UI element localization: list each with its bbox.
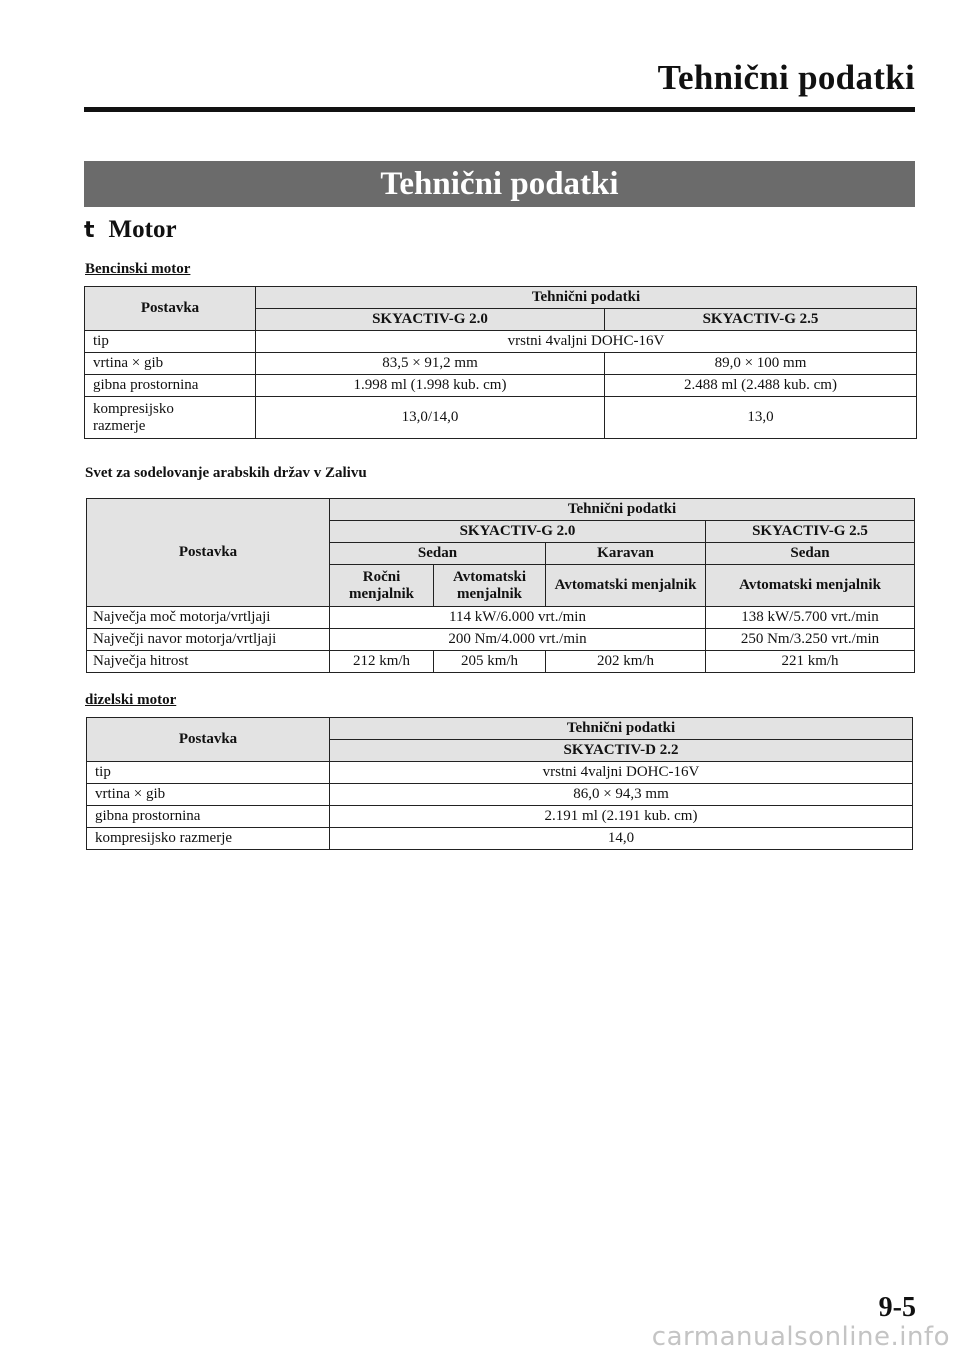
row-label: tip	[85, 331, 256, 353]
header-transmission: Avtomatski menjalnik	[434, 565, 546, 607]
row-value: 114 kW/6.000 vrt./min	[330, 607, 706, 629]
table-row	[85, 397, 917, 439]
section-title: Motor	[108, 216, 177, 243]
row-label: Največja hitrost	[87, 651, 330, 673]
row-value: 2.488 ml (2.488 kub. cm)	[605, 375, 917, 397]
header-engine: SKYACTIV-G 2.5	[706, 521, 915, 543]
section-heading	[84, 216, 177, 244]
row-label: vrtina × gib	[87, 784, 330, 806]
row-value: 200 Nm/4.000 vrt./min	[330, 629, 706, 651]
row-label: tip	[87, 762, 330, 784]
table-row	[87, 762, 913, 784]
row-value: 83,5 × 91,2 mm	[256, 353, 605, 375]
section-banner: Tehnični podatki	[84, 161, 915, 207]
header-group: Tehnični podatki	[330, 499, 915, 521]
header-group: Tehnični podatki	[330, 718, 913, 740]
table-row	[87, 784, 913, 806]
diesel-table	[86, 717, 913, 850]
header-engine: SKYACTIV-G 2.0	[330, 521, 706, 543]
row-label: kompresijsko razmerje	[87, 828, 330, 850]
row-value: 202 km/h	[546, 651, 706, 673]
row-value: 1.998 ml (1.998 kub. cm)	[256, 375, 605, 397]
page-number: 9-5	[878, 1292, 916, 1323]
table-row	[87, 828, 913, 850]
row-label: vrtina × gib	[85, 353, 256, 375]
header-transmission: Avtomatski menjalnik	[546, 565, 706, 607]
gcc-table	[86, 498, 915, 673]
row-value: 2.191 ml (2.191 kub. cm)	[330, 806, 913, 828]
header-body: Sedan	[706, 543, 915, 565]
header-engine: SKYACTIV-G 2.0	[256, 309, 605, 331]
table-row	[87, 651, 915, 673]
header-engine: SKYACTIV-D 2.2	[330, 740, 913, 762]
bullet-icon: t	[84, 217, 95, 243]
header-item: Postavka	[87, 718, 330, 762]
header-body: Karavan	[546, 543, 706, 565]
row-value: 212 km/h	[330, 651, 434, 673]
table-row	[85, 375, 917, 397]
table-row	[87, 607, 915, 629]
row-value: 89,0 × 100 mm	[605, 353, 917, 375]
petrol-caption: Bencinski motor	[85, 261, 191, 277]
header-transmission: Ročni menjalnik	[330, 565, 434, 607]
table-row	[85, 331, 917, 353]
header-item: Postavka	[87, 499, 330, 607]
running-title: Tehnični podatki	[657, 58, 915, 97]
row-value: vrstni 4valjni DOHC-16V	[256, 331, 917, 353]
header-group: Tehnični podatki	[256, 287, 917, 309]
row-value: 250 Nm/3.250 vrt./min	[706, 629, 915, 651]
petrol-table	[84, 286, 917, 439]
row-label: gibna prostornina	[87, 806, 330, 828]
gcc-caption: Svet za sodelovanje arabskih držav v Zalivu	[85, 465, 367, 481]
row-label: gibna prostornina	[85, 375, 256, 397]
row-value: 221 km/h	[706, 651, 915, 673]
header-transmission: Avtomatski menjalnik	[706, 565, 915, 607]
row-label: Največja moč motorja/vrtljaji	[87, 607, 330, 629]
row-value: 205 km/h	[434, 651, 546, 673]
header-engine: SKYACTIV-G 2.5	[605, 309, 917, 331]
row-value: 86,0 × 94,3 mm	[330, 784, 913, 806]
header-item: Postavka	[85, 287, 256, 331]
table-row	[85, 353, 917, 375]
row-label: Največji navor motorja/vrtljaji	[87, 629, 330, 651]
row-label: kompresijsko razmerje	[85, 397, 256, 439]
diesel-caption: dizelski motor	[85, 692, 177, 708]
table-row	[87, 806, 913, 828]
header-body: Sedan	[330, 543, 546, 565]
watermark: carmanualsonline.info	[651, 1322, 950, 1352]
header-rule	[84, 107, 915, 112]
row-value: 14,0	[330, 828, 913, 850]
row-value: vrstni 4valjni DOHC-16V	[330, 762, 913, 784]
row-value: 13,0	[605, 397, 917, 439]
table-row	[87, 629, 915, 651]
row-value: 13,0/14,0	[256, 397, 605, 439]
row-value: 138 kW/5.700 vrt./min	[706, 607, 915, 629]
